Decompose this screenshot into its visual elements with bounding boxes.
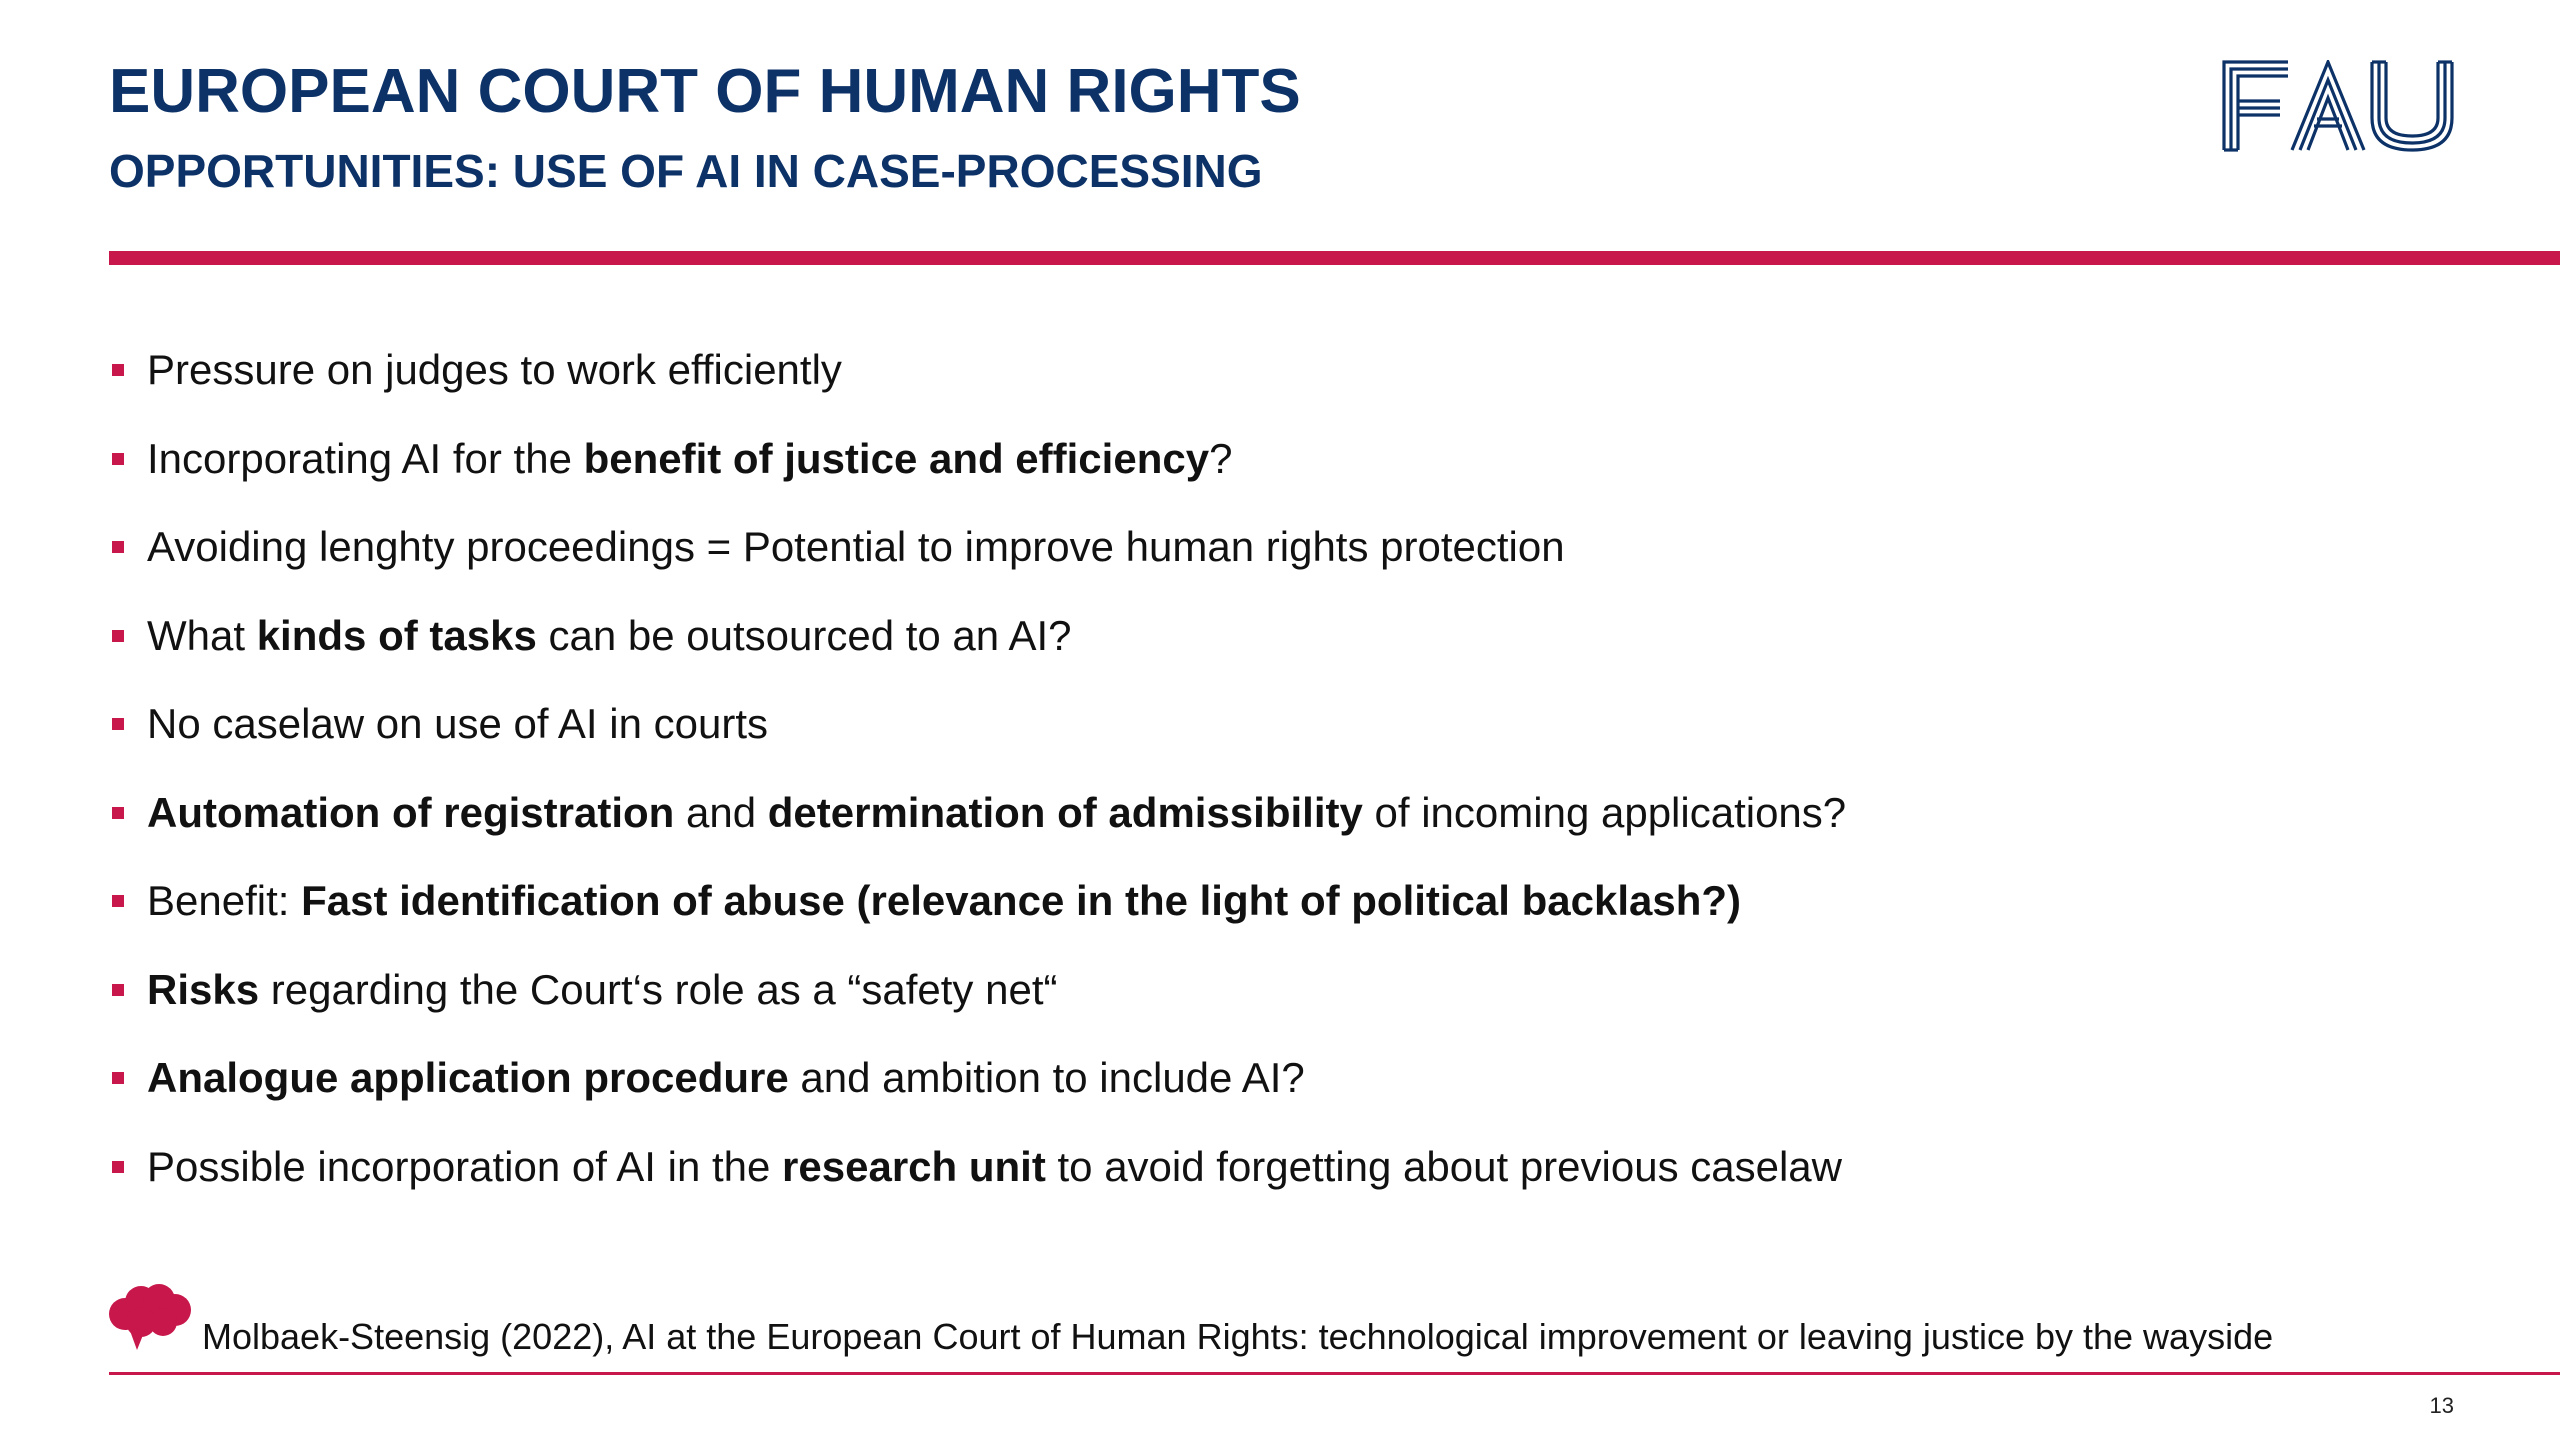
bullet-item bbox=[110, 340, 2410, 429]
slide-subtitle: OPPORTUNITIES: USE OF AI IN CASE-PROCESSING bbox=[109, 145, 1263, 197]
bullet-item bbox=[110, 694, 2410, 783]
bullet-segment: Avoiding lenghty proceedings = Potential to improve human rights protection bbox=[147, 523, 1565, 570]
bullet-item bbox=[110, 871, 2410, 960]
bullet-marker-icon bbox=[112, 807, 124, 819]
slide-title: EUROPEAN COURT OF HUMAN RIGHTS bbox=[109, 57, 1301, 126]
bullet-marker-icon bbox=[112, 364, 124, 376]
bullet-emphasis: Fast identification of abuse (relevance in the light of political backlash?) bbox=[301, 877, 1742, 924]
reference-citation: Molbaek-Steensig (2022), AI at the European Court of Human Rights: technological improvement or leaving justice by the wayside bbox=[202, 1316, 2274, 1357]
bullet-segment: Possible incorporation of AI in the bbox=[147, 1142, 783, 1190]
bullet-emphasis: Risks bbox=[147, 965, 260, 1013]
bullet-text bbox=[147, 340, 842, 400]
bullet-segment: to avoid forgetting about previous caselaw bbox=[1045, 1142, 1842, 1190]
bullet-item bbox=[110, 429, 2410, 518]
bullet-segment: Pressure on judges to work efficiently bbox=[147, 346, 842, 393]
bullet-text bbox=[147, 1137, 1842, 1197]
footer-divider bbox=[109, 1372, 2560, 1375]
bullet-item bbox=[110, 606, 2410, 695]
bullet-segment: No caselaw on use of AI in courts bbox=[147, 700, 768, 747]
bullet-emphasis: Analogue application procedure bbox=[147, 1054, 789, 1101]
bullet-marker-icon bbox=[112, 1161, 124, 1173]
bullet-item bbox=[110, 1137, 2410, 1226]
bullet-emphasis: Automation of registration bbox=[147, 788, 675, 836]
bullet-text bbox=[147, 871, 1741, 931]
bullet-marker-icon bbox=[112, 895, 124, 907]
bullet-emphasis: benefit of justice and efficiency bbox=[583, 434, 1210, 482]
bullet-segment: Benefit: bbox=[147, 877, 302, 924]
bullet-segment: regarding the Court‘s role as a “safety net“ bbox=[259, 965, 1058, 1013]
bullet-text bbox=[147, 517, 1565, 577]
bullet-marker-icon bbox=[112, 718, 124, 730]
header-divider bbox=[109, 251, 2560, 265]
bullet-list bbox=[110, 340, 2410, 1225]
bullet-marker-icon bbox=[112, 984, 124, 996]
bullet-marker-icon bbox=[112, 1072, 124, 1084]
bullet-segment: and ambition to include AI? bbox=[788, 1054, 1305, 1101]
brain-icon bbox=[107, 1284, 193, 1352]
bullet-text bbox=[147, 429, 1232, 489]
bullet-emphasis: kinds of tasks bbox=[256, 611, 537, 659]
bullet-item bbox=[110, 783, 2410, 872]
bullet-marker-icon bbox=[112, 541, 124, 553]
bullet-item bbox=[110, 1048, 2410, 1137]
bullet-segment: can be outsourced to an AI? bbox=[536, 611, 1072, 659]
bullet-segment: Incorporating AI for the bbox=[147, 434, 584, 482]
bullet-item bbox=[110, 517, 2410, 606]
bullet-text bbox=[147, 783, 1846, 843]
bullet-segment: and bbox=[674, 788, 768, 836]
bullet-marker-icon bbox=[112, 453, 124, 465]
bullet-text bbox=[147, 694, 768, 754]
fau-logo bbox=[2222, 60, 2454, 152]
bullet-segment: What bbox=[147, 611, 257, 659]
bullet-text bbox=[147, 606, 1072, 666]
bullet-segment: of incoming applications? bbox=[1362, 788, 1847, 836]
bullet-emphasis: research unit bbox=[782, 1142, 1046, 1190]
bullet-segment: ? bbox=[1209, 434, 1233, 482]
bullet-text bbox=[147, 1048, 1305, 1108]
bullet-item bbox=[110, 960, 2410, 1049]
bullet-text bbox=[147, 960, 1057, 1020]
bullet-marker-icon bbox=[112, 630, 124, 642]
bullet-emphasis: determination of admissibility bbox=[767, 788, 1363, 836]
page-number: 13 bbox=[2429, 1393, 2454, 1418]
